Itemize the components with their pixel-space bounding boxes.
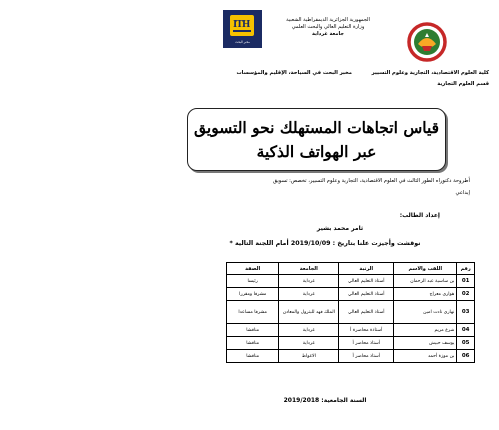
member-role: رئيسا	[227, 275, 279, 288]
member-rank: أستاذ محاضر أ	[339, 350, 394, 363]
column-header-number: رقم	[457, 263, 475, 275]
row-number: 05	[457, 337, 475, 350]
table-row	[227, 324, 475, 337]
member-name: بن ساسية عبد الرحمان	[394, 275, 457, 288]
jury-table-header-row	[227, 263, 475, 275]
table-row	[227, 288, 475, 301]
academic-year: السنة الجامعية: 2019/2018	[283, 397, 367, 404]
member-name: يوسف حبيش	[394, 337, 457, 350]
member-rank: أستاذ التعليم العالي	[339, 301, 394, 324]
student-name: ثامر محمد بشير	[316, 225, 364, 232]
university-name: جامعة غرداية	[312, 31, 344, 37]
member-name: شرع مريم	[394, 324, 457, 337]
department-name: قسم العلوم التجارية	[437, 81, 489, 87]
member-name: هواري معراج	[394, 288, 457, 301]
member-role: مناقشا	[227, 350, 279, 363]
table-row	[227, 337, 475, 350]
prepared-by-label: إعداد الطالب:	[399, 212, 440, 219]
lab-name: مخبر البحث في السياحة، الإقليم والمؤسسات	[236, 70, 352, 76]
defense-statement: نوقشت وأجيزت علنا بتاريخ : 2019/10/09 أمام اللجنة التالية *	[229, 240, 421, 247]
column-header-university: الجامعة	[279, 263, 339, 275]
thesis-title-line-1: قياس اتجاهات المستهلك نحو التسويق	[193, 118, 440, 137]
member-rank: أستاذ التعليم العالي	[339, 275, 394, 288]
member-university: الاغواط	[279, 350, 339, 363]
table-row	[227, 301, 475, 324]
row-number: 02	[457, 288, 475, 301]
lab-logo	[223, 10, 262, 48]
member-rank: أستاذ التعليم العالي	[339, 288, 394, 301]
lab-logo-letters: ITH	[233, 20, 250, 30]
republic-name: الجمهورية الجزائرية الديمقراطية الشعبية	[286, 17, 370, 23]
university-emblem-logo	[406, 22, 448, 62]
member-role: مناقشا	[227, 324, 279, 337]
member-name: نهاري نادت امين	[394, 301, 457, 324]
member-role: مشرفا ومقررا	[227, 288, 279, 301]
lab-logo-caption: مخبر البحث	[235, 40, 250, 44]
ministry-name: وزارة التعليم العالي والبحث العلمي	[291, 24, 365, 30]
member-university: غرداية	[279, 288, 339, 301]
column-header-rank: الرتبة	[339, 263, 394, 275]
jury-table	[226, 262, 475, 363]
thesis-description-continued: إبداعي	[455, 190, 470, 196]
member-role: مشرفا مساعدا	[227, 301, 279, 324]
table-row	[227, 275, 475, 288]
member-university: الملك فهد للبترول والمعادن	[279, 301, 339, 324]
thesis-title-line-2: عبر الهواتف الذكية	[256, 142, 377, 161]
member-name: بن موزة أحمد	[394, 350, 457, 363]
thesis-description: أطروحة دكتوراه الطور الثالث في العلوم الاقتصادية، التجارية وعلوم التسيير، تخصص: تسويق	[273, 178, 470, 184]
table-row	[227, 350, 475, 363]
member-role: مناقشا	[227, 337, 279, 350]
member-university: غرداية	[279, 337, 339, 350]
faculty-name: كلية العلوم الاقتصادية، التجارية وعلوم التسيير	[371, 70, 489, 76]
row-number: 04	[457, 324, 475, 337]
row-number: 01	[457, 275, 475, 288]
member-university: غرداية	[279, 324, 339, 337]
row-number: 06	[457, 350, 475, 363]
row-number: 03	[457, 301, 475, 324]
column-header-name: اللقب والاسم	[394, 263, 457, 275]
member-rank: أستاذة محاضرة أ	[339, 324, 394, 337]
header-block	[268, 17, 388, 38]
member-rank: أستاذ محاضر أ	[339, 337, 394, 350]
member-university: غرداية	[279, 275, 339, 288]
column-header-role: الصفة	[227, 263, 279, 275]
thesis-title-box	[187, 108, 446, 171]
